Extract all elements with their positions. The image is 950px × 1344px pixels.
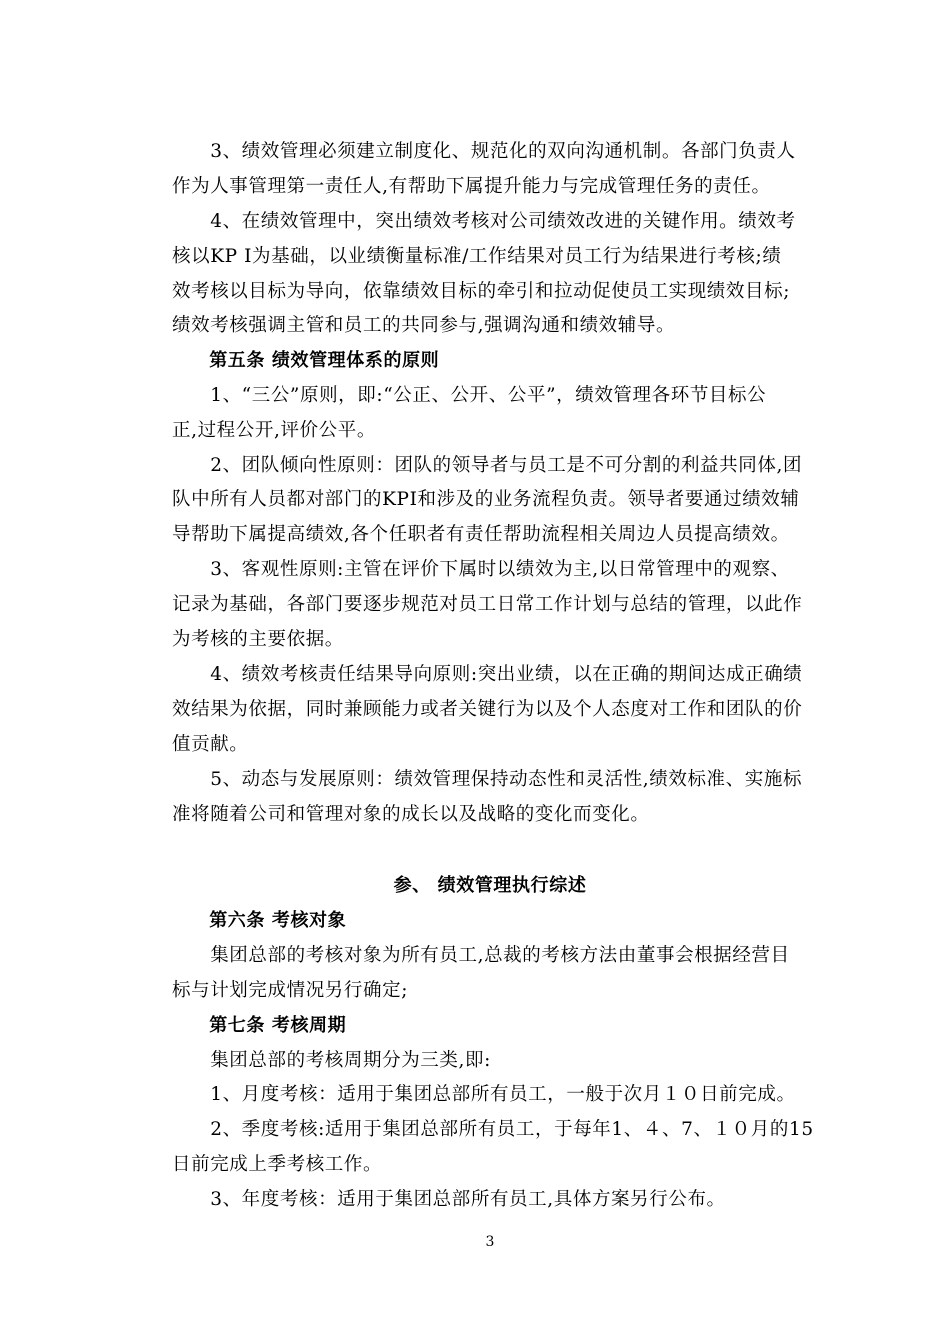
article-6-heading: 第六条 考核对象 <box>172 910 347 931</box>
paragraph-4-line-4: 绩效考核强调主管和员工的共同参与,强调沟通和绩效辅导。 <box>172 315 676 336</box>
principle-3-line-2: 记录为基础，各部门要逐步规范对员工日常工作计划与总结的管理，以此作 <box>172 594 803 615</box>
paragraph-4-line-3: 效考核以目标为导向，依靠绩效目标的牵引和拉动促使员工实现绩效目标; <box>172 281 791 302</box>
article-7-intro: 集团总部的考核周期分为三类,即: <box>172 1050 491 1071</box>
principle-2-line-1: 2、团队倾向性原则：团队的领导者与员工是不可分割的利益共同体,团 <box>172 455 803 476</box>
principle-5-line-1: 5、动态与发展原则：绩效管理保持动态性和灵活性,绩效标准、实施标 <box>172 769 803 790</box>
principle-1-line-2: 正,过程公开,评价公平。 <box>172 420 376 441</box>
article-6-line-1: 集团总部的考核对象为所有员工,总裁的考核方法由董事会根据经营目 <box>172 945 790 966</box>
page-number: 3 <box>485 1234 495 1250</box>
article-5-heading: 第五条 绩效管理体系的原则 <box>172 350 440 371</box>
cycle-annual: 3、年度考核：适用于集团总部所有员工,具体方案另行公布。 <box>172 1189 726 1210</box>
principle-5-line-2: 准将随着公司和管理对象的成长以及战略的变化而变化。 <box>172 804 650 825</box>
principle-3-line-1: 3、客观性原则:主管在评价下属时以绩效为主,以日常管理中的观察、 <box>172 559 790 580</box>
paragraph-4-line-2: 核以KP I为基础，以业绩衡量标准/工作结果对员工行为结果进行考核;绩 <box>172 246 782 267</box>
article-7-heading: 第七条 考核周期 <box>172 1015 347 1036</box>
principle-4-line-1: 4、绩效考核责任结果导向原则:突出业绩，以在正确的期间达成正确绩 <box>172 664 803 685</box>
paragraph-4-line-1: 4、在绩效管理中，突出绩效考核对公司绩效改进的关键作用。绩效考 <box>172 211 796 232</box>
section-heading: 参、 绩效管理执行综述 <box>393 875 587 896</box>
paragraph-3-line-1: 3、绩效管理必须建立制度化、规范化的双向沟通机制。各部门负责人 <box>172 141 796 162</box>
principle-2-line-2: 队中所有人员都对部门的KPI和涉及的业务流程负责。领导者要通过绩效辅 <box>172 489 800 510</box>
principle-4-line-2: 效结果为依据，同时兼顾能力或者关键行为以及个人态度对工作和团队的价 <box>172 699 803 720</box>
principle-4-line-3: 值贡献。 <box>172 734 249 755</box>
paragraph-3-line-2: 作为人事管理第一责任人,有帮助下属提升能力与完成管理任务的责任。 <box>172 176 771 197</box>
article-6-line-2: 标与计划完成情况另行确定; <box>172 980 409 1001</box>
cycle-quarterly-line-2: 日前完成上季考核工作。 <box>172 1154 383 1175</box>
principle-2-line-3: 导帮助下属提高绩效,各个任职者有责任帮助流程相关周边人员提高绩效。 <box>172 524 790 545</box>
principle-1-line-1: 1、“三公”原则，即:“公正、公开、公平”，绩效管理各环节目标公 <box>172 385 767 406</box>
cycle-quarterly-line-1: 2、季度考核:适用于集团总部所有员工，于每年1、４、7、１０月的15 <box>172 1119 814 1140</box>
principle-3-line-3: 为考核的主要依据。 <box>172 629 344 650</box>
cycle-monthly: 1、月度考核：适用于集团总部所有员工，一般于次月１０日前完成。 <box>172 1084 796 1105</box>
